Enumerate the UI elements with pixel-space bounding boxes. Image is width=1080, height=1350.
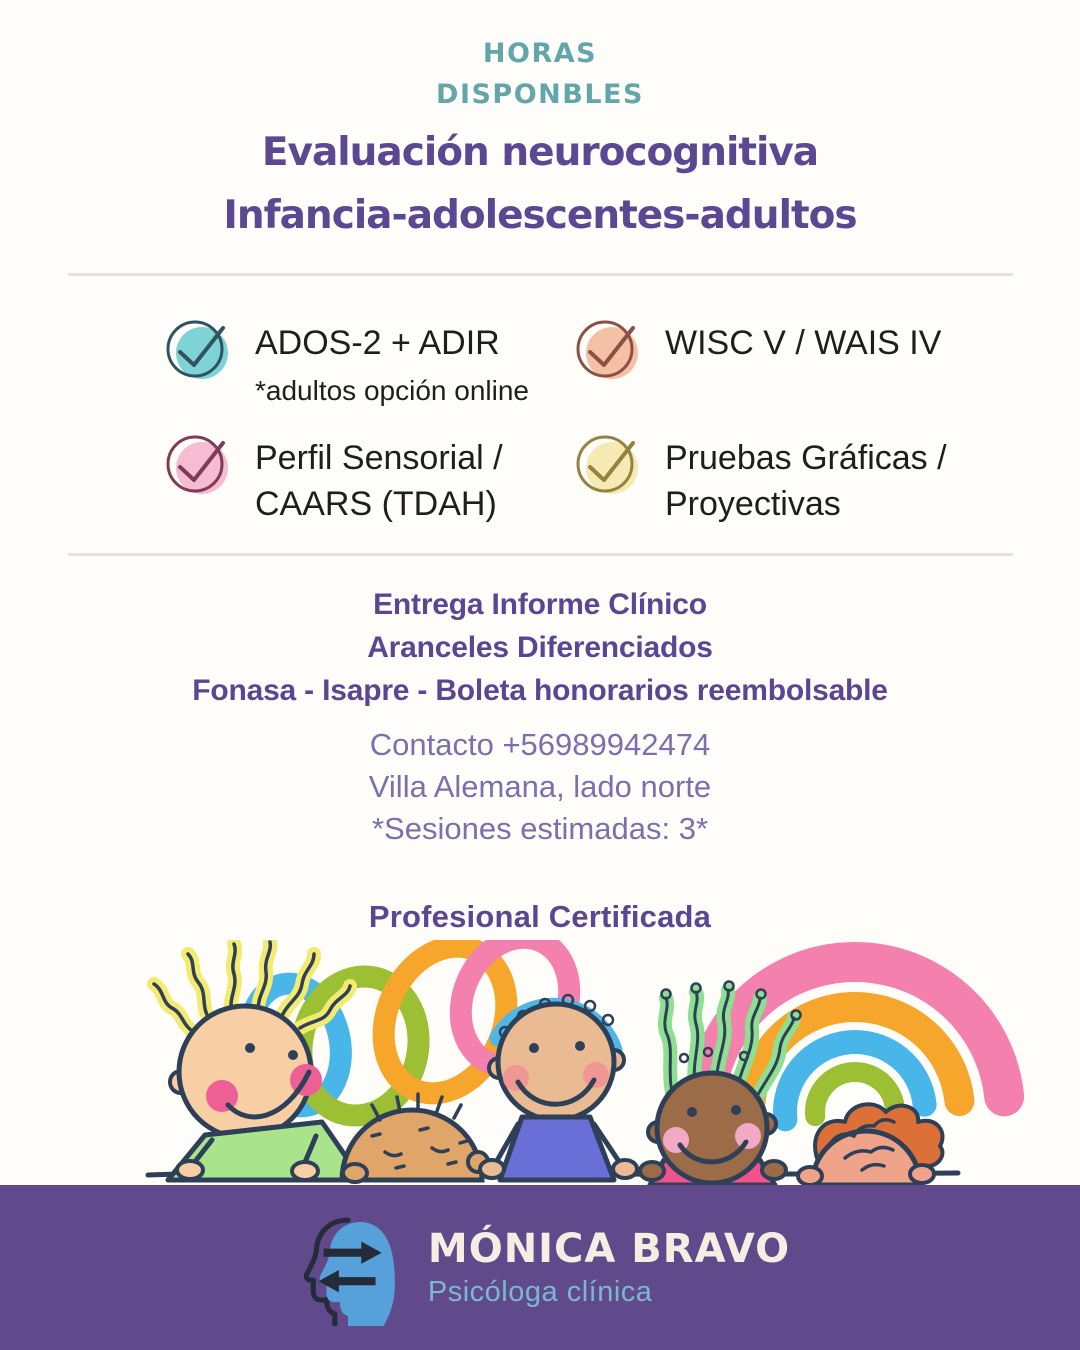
footer-bar	[0, 1185, 1080, 1350]
kid-green-hair	[640, 982, 801, 1186]
check-label: Pruebas Gráficas /	[665, 439, 947, 478]
check-label-line2: CAARS (TDAH)	[255, 484, 497, 523]
checkmark-icon	[165, 316, 231, 382]
footer-text	[428, 1226, 790, 1309]
check-label-line2: Proyectivas	[665, 484, 841, 523]
check-label: WISC V / WAIS IV	[665, 324, 942, 363]
contact-block	[0, 724, 1080, 850]
divider-middle	[68, 553, 1013, 556]
kid-center	[480, 995, 637, 1180]
check-note: *adultos opción online	[255, 374, 529, 406]
kicker-line-1: HORAS	[482, 38, 598, 69]
children-illustration	[0, 940, 1080, 1185]
checklist	[0, 316, 1080, 527]
check-item-pruebas	[575, 431, 1040, 527]
page-title	[0, 121, 1080, 247]
footer-name: MÓNICA BRAVO	[427, 1226, 791, 1272]
check-label: Perfil Sensorial /	[255, 439, 503, 478]
check-label: ADOS-2 + ADIR	[255, 324, 500, 363]
checkmark-icon	[575, 316, 641, 382]
info-line-aranceles: Aranceles Diferenciados	[367, 630, 713, 664]
contact-sessions: *Sesiones estimadas: 3*	[371, 811, 709, 847]
check-item-ados	[165, 316, 570, 409]
kicker	[0, 0, 1080, 115]
title-line-2: Infancia-adolescentes-adultos	[223, 193, 857, 239]
checkmark-icon	[165, 431, 231, 497]
kicker-line-2: DISPONBLES	[436, 78, 644, 110]
check-item-wisc	[575, 316, 1040, 409]
certified-label: Profesional Certificada	[368, 898, 712, 934]
info-line-informe: Entrega Informe Clínico	[373, 588, 707, 622]
footer-subtitle: Psicóloga clínica	[427, 1276, 653, 1308]
contact-phone: Contacto +56989942474	[369, 727, 711, 763]
check-item-perfil	[165, 431, 570, 527]
contact-location: Villa Alemana, lado norte	[368, 769, 712, 805]
checkmark-icon	[575, 431, 641, 497]
info-line-fonasa: Fonasa - Isapre - Boleta honorarios reembolsable	[192, 673, 888, 707]
brain-profile-logo-icon	[290, 1214, 402, 1326]
title-line-1: Evaluación neurocognitiva	[261, 130, 819, 175]
info-block	[0, 584, 1080, 712]
divider-top	[68, 273, 1013, 276]
